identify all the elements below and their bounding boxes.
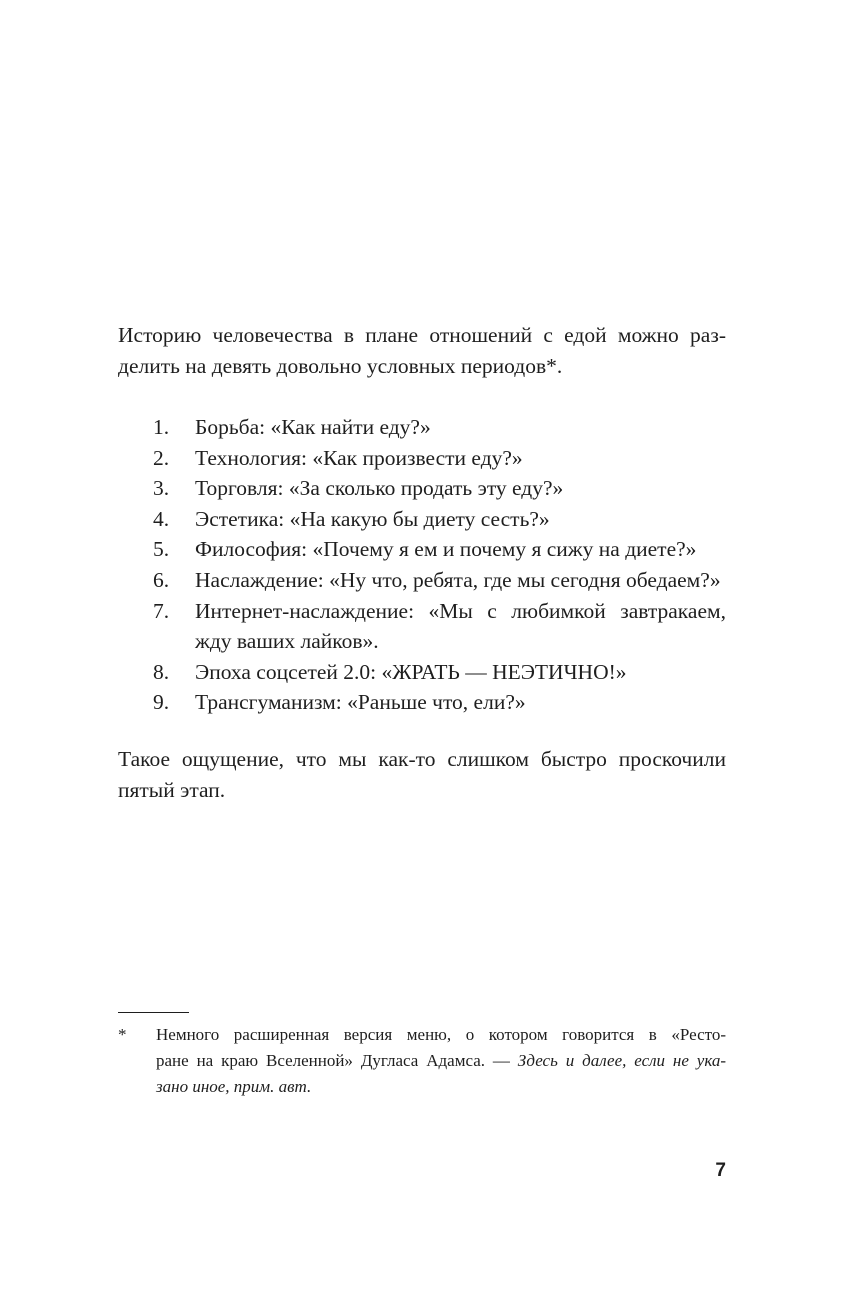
list-item-number: 6. [153, 567, 170, 592]
list-item-text: Торговля: «За сколько продать эту еду?» [195, 476, 564, 501]
footnote-line-3: зано иное, прим. авт. [156, 1077, 312, 1096]
outro-paragraph [118, 744, 726, 806]
footnote-divider [118, 1012, 189, 1013]
list-item-text: Эстетика: «На какую бы диету сесть?» [195, 506, 550, 531]
list-item [118, 504, 726, 535]
page-number: 7 [715, 1160, 726, 1181]
list-item-number: 7. [153, 598, 170, 623]
footnote-line-2-plain: ране на краю Вселенной» Дугласа Адамса. — [156, 1051, 518, 1070]
outro-line-2: пятый этап. [118, 778, 226, 802]
outro-line-1: Такое ощущение, что мы как-то слишком быстро проскочили [118, 747, 726, 771]
list-item-number: 3. [153, 476, 170, 501]
intro-line-1: Историю человечества в плане отношений с едой можно раз- [118, 323, 726, 347]
list-item-number: 8. [153, 659, 170, 684]
list-item-number: 5. [153, 537, 170, 562]
footnote-line-2-italic: Здесь и далее, если не ука- [517, 1051, 727, 1070]
list-item [118, 657, 726, 688]
list-item-number: 2. [153, 445, 170, 470]
list-item [118, 565, 726, 596]
list-item-text: Эпоха соцсетей 2.0: «ЖРАТЬ — НЕЭТИЧНО!» [195, 659, 627, 684]
list-item-text: Технология: «Как произвести еду?» [195, 445, 523, 470]
list-item-text: Борьба: «Как найти еду?» [195, 415, 431, 439]
list-item [118, 443, 726, 474]
list-item [118, 534, 726, 565]
list-item [118, 687, 726, 718]
list-item-text: Трансгуманизм: «Раньше что, ели?» [195, 690, 526, 715]
footnote-line-2 [156, 1048, 726, 1074]
list-item-text: Интернет-наслаждение: «Мы с любимкой завтракаем, [195, 598, 726, 623]
footnote-line-1: Немного расширенная версия меню, о котором говорится в «Ресто- [156, 1025, 726, 1044]
periods-list [118, 412, 726, 718]
footnote-marker: * [118, 1025, 127, 1044]
list-item-number: 9. [153, 690, 170, 715]
list-item [118, 473, 726, 504]
intro-line-2: делить на девять довольно условных периодов*. [118, 354, 563, 378]
intro-paragraph [118, 320, 726, 382]
footnote-text [156, 1022, 726, 1100]
list-item-number: 1. [153, 415, 170, 439]
list-item-text-continued: жду ваших лайков». [195, 629, 379, 654]
list-item [118, 412, 726, 443]
list-item-text: Философия: «Почему я ем и почему я сижу на диете?» [195, 537, 697, 562]
list-item [118, 596, 726, 657]
list-item-text: Наслаждение: «Ну что, ребята, где мы сегодня обедаем?» [195, 567, 721, 592]
footnote [118, 1022, 726, 1100]
list-item-number: 4. [153, 506, 170, 531]
